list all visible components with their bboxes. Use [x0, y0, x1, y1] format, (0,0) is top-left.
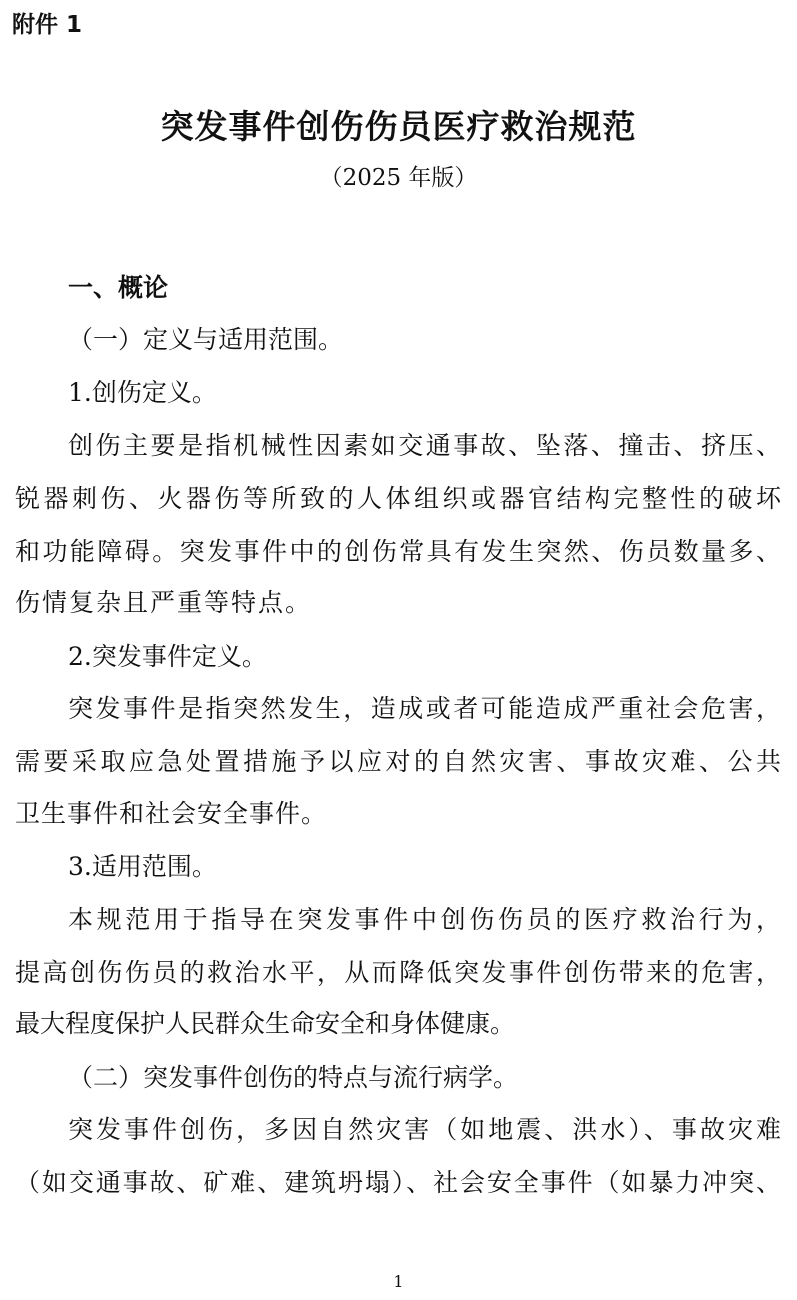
paragraph-line: 锐器刺伤、火器伤等所致的人体组织或器官结构完整性的破坏: [15, 484, 781, 513]
paragraph-line: 提高创伤伤员的救治水平，从而降低突发事件创伤带来的危害，: [15, 958, 781, 987]
item-heading-emergency-definition: 2.突发事件定义。: [68, 642, 267, 671]
paragraph-line: 需要采取应急处置措施予以应对的自然灾害、事故灾难、公共: [15, 747, 781, 776]
paragraph-line: 本规范用于指导在突发事件中创伤伤员的医疗救治行为，: [68, 905, 781, 934]
paragraph-line: （如交通事故、矿难、建筑坍塌）、社会安全事件（如暴力冲突、: [15, 1168, 781, 1197]
paragraph-line: 创伤主要是指机械性因素如交通事故、坠落、撞击、挤压、: [68, 431, 781, 460]
paragraph-line: 最大程度保护人民群众生命安全和身体健康。: [15, 1009, 516, 1038]
paragraph-line: 卫生事件和社会安全事件。: [15, 799, 328, 828]
document-subtitle: （2025 年版）: [319, 165, 478, 191]
paragraph-line: 突发事件是指突然发生，造成或者可能造成严重社会危害，: [68, 694, 781, 723]
subsection-heading-definition: （一）定义与适用范围。: [68, 325, 344, 354]
section-heading-overview: 一、概论: [68, 273, 169, 302]
item-heading-trauma-definition: 1.创伤定义。: [68, 378, 217, 407]
subsection-heading-characteristics: （二）突发事件创伤的特点与流行病学。: [68, 1063, 519, 1092]
page-number: 1: [393, 1272, 404, 1291]
paragraph-line: 和功能障碍。突发事件中的创伤常具有发生突然、伤员数量多、: [15, 537, 781, 566]
paragraph-line: 伤情复杂且严重等特点。: [15, 588, 313, 617]
document-title: 突发事件创伤伤员医疗救治规范: [160, 107, 637, 146]
attachment-label: 附件 1: [12, 12, 83, 38]
paragraph-line: 突发事件创伤，多因自然灾害（如地震、洪水）、事故灾难: [68, 1115, 781, 1144]
item-heading-scope: 3.适用范围。: [68, 852, 217, 881]
